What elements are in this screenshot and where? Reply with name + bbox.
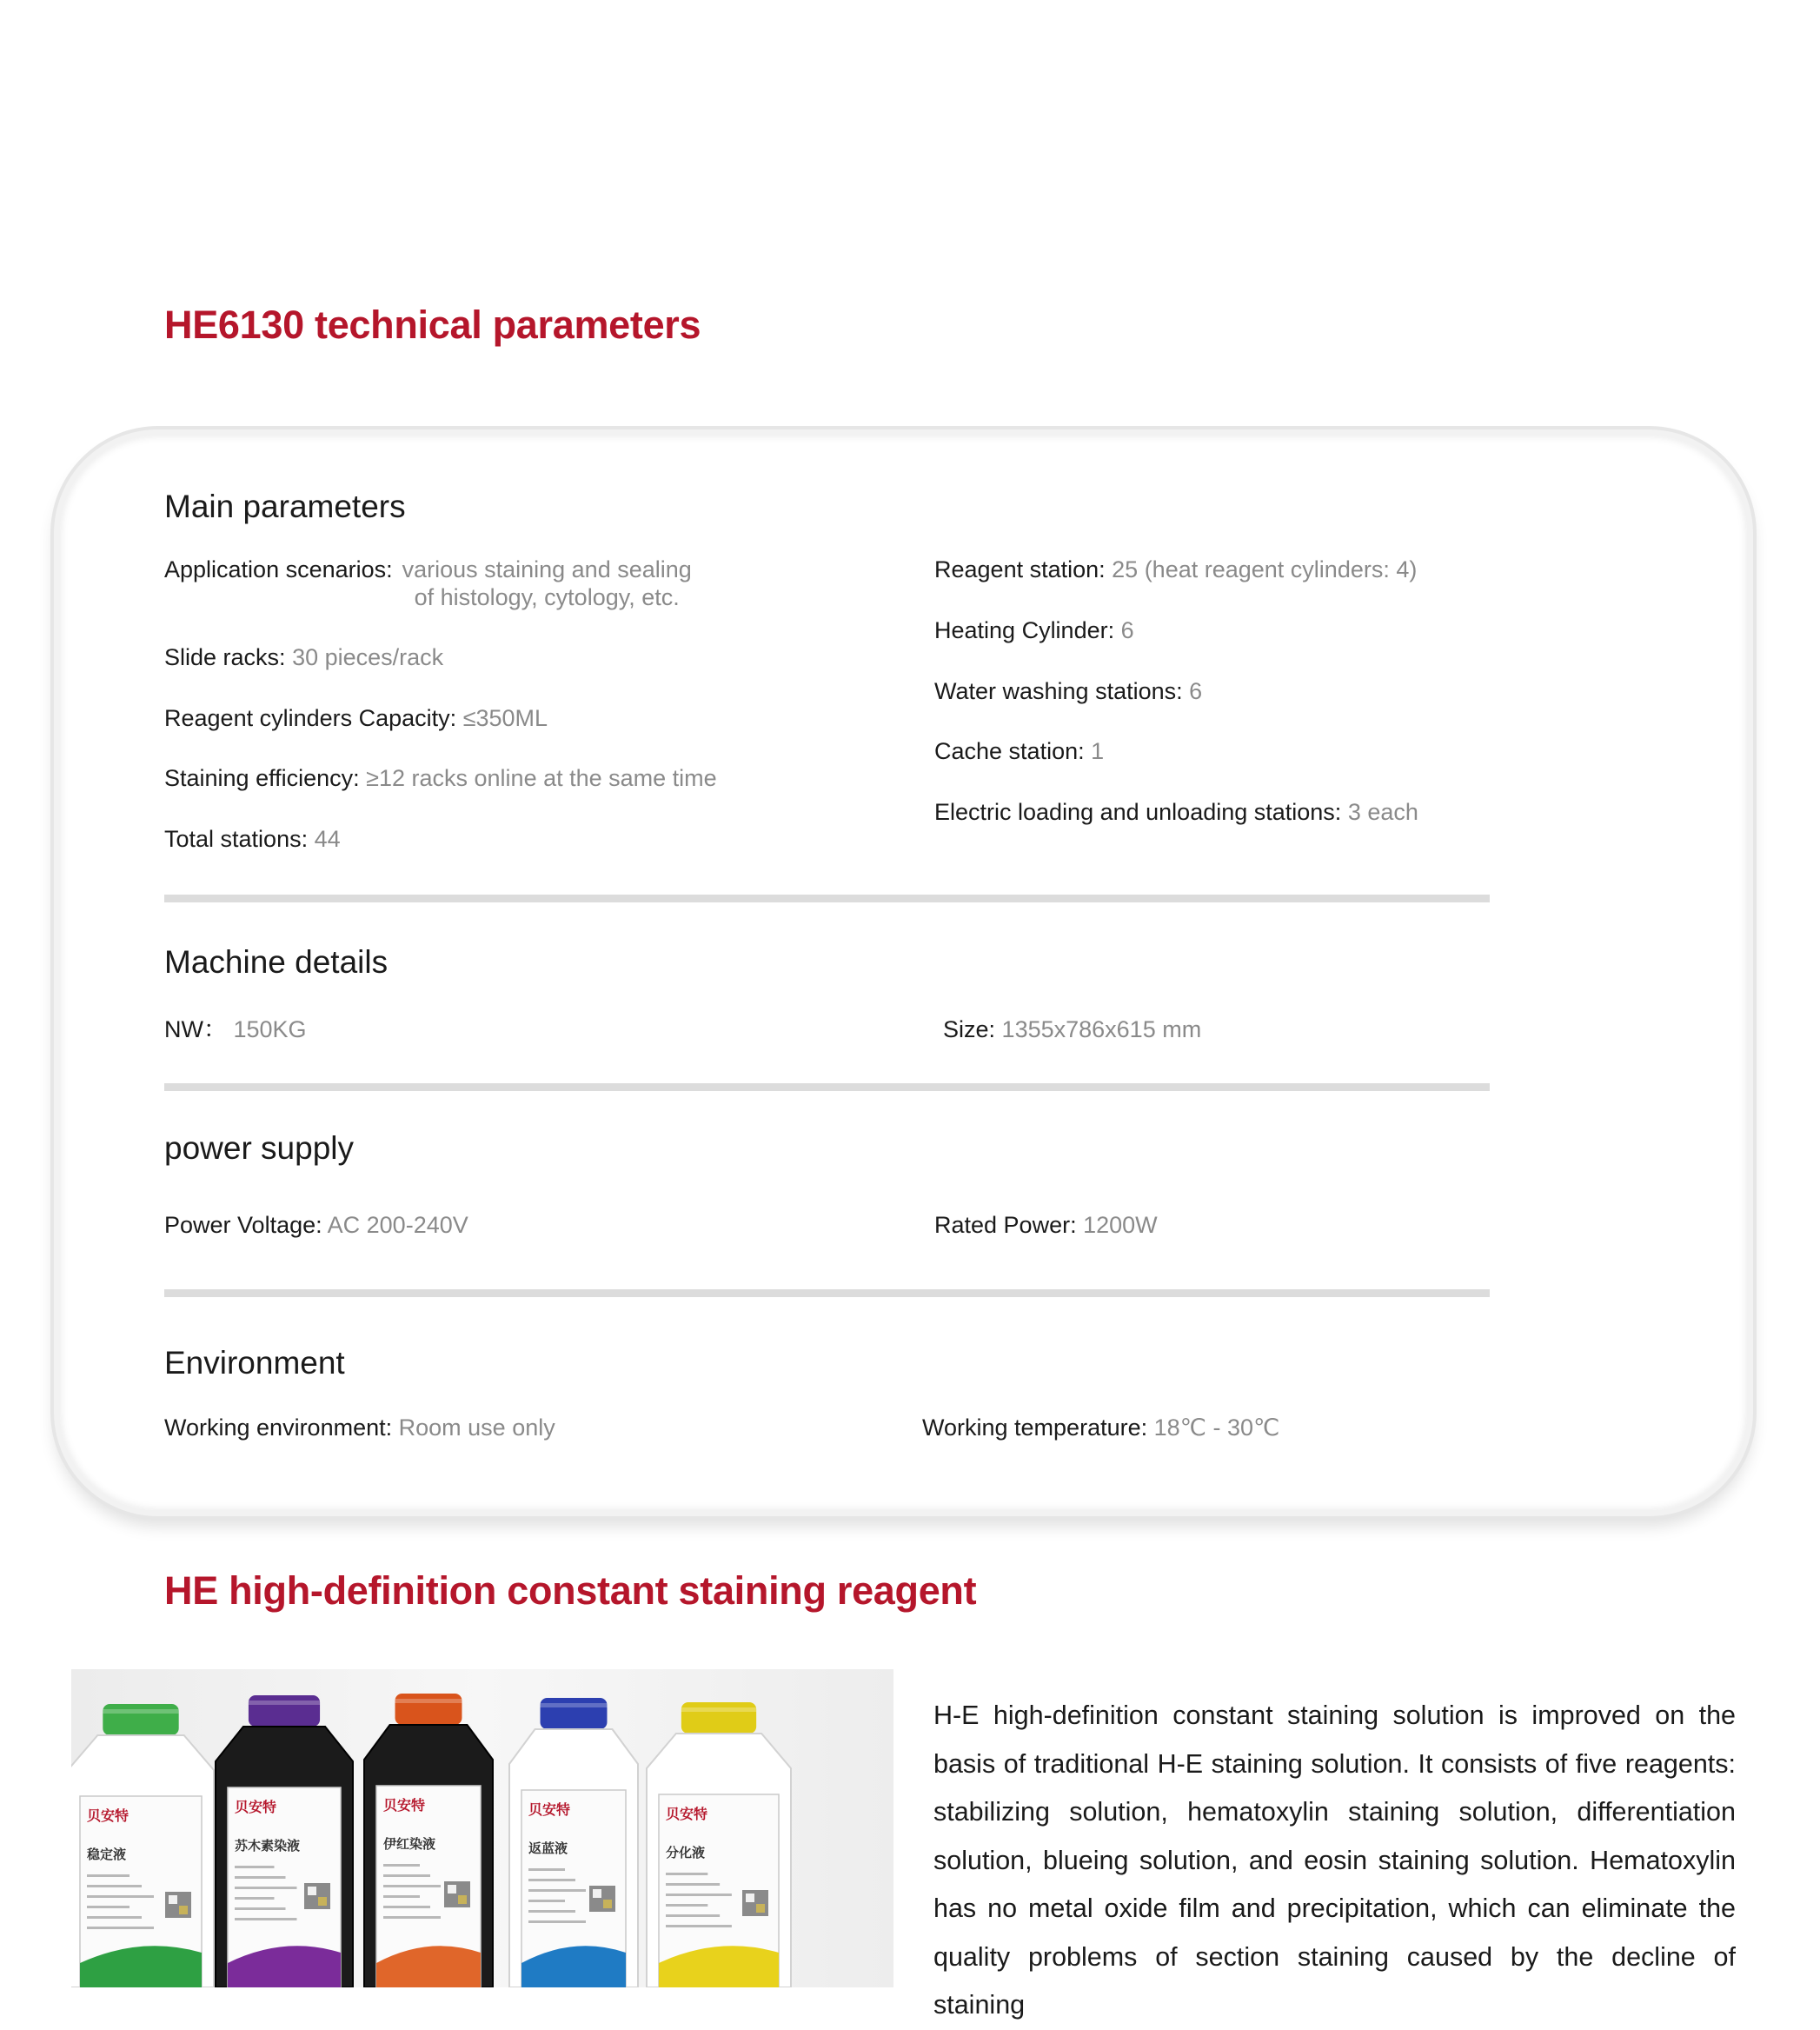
water-washing-stations-value: 6 — [1189, 678, 1203, 704]
bottle-fine-print — [666, 1894, 732, 1896]
bottle-fine-print — [383, 1895, 420, 1898]
reagent-station — [934, 556, 1417, 583]
bottle-fine-print — [383, 1874, 430, 1877]
power-voltage — [164, 1211, 468, 1239]
bottle-fine-print — [383, 1906, 430, 1908]
power-voltage-value: AC 200-240V — [327, 1212, 468, 1238]
working-environment — [164, 1414, 555, 1441]
reagent-station-value: 25 (heat reagent cylinders: 4) — [1112, 556, 1418, 582]
total-stations-value: 44 — [314, 826, 341, 852]
machine-size-value: 1355x786x615 mm — [1001, 1016, 1202, 1042]
reagent-bottle — [509, 1698, 638, 1987]
cache-station-label: Cache station: — [934, 738, 1085, 764]
bottle-qr-corner — [179, 1906, 188, 1914]
environment-title: Environment — [164, 1345, 345, 1381]
bottle-fine-print — [235, 1907, 286, 1910]
working-environment-value: Room use only — [398, 1414, 555, 1441]
bottle-qr-corner — [756, 1904, 765, 1913]
bottle-qr-corner — [458, 1895, 467, 1904]
slide-racks-label: Slide racks: — [164, 644, 286, 670]
bottle-fine-print — [383, 1885, 441, 1887]
divider-machine — [164, 1083, 1490, 1091]
application-scenarios — [164, 556, 694, 611]
bottle-fine-print — [87, 1874, 130, 1877]
application-scenarios-label: Application scenarios: — [164, 556, 393, 582]
reagent-bottle — [647, 1702, 791, 1987]
power-voltage-label: Power Voltage: — [164, 1212, 322, 1238]
bottle-qr-corner — [318, 1897, 327, 1906]
bottle-qr-corner — [169, 1895, 177, 1904]
bottle-fine-print — [235, 1887, 297, 1889]
application-scenarios-value-line1: various staining and sealing — [402, 556, 692, 582]
staining-efficiency-value: ≥12 racks online at the same time — [366, 765, 717, 791]
bottle-fine-print — [87, 1885, 142, 1887]
reagent-bottle — [364, 1694, 493, 1987]
reagent-description: H-E high-definition constant staining solution is improved on the basis of traditional H-E staining solution. It consists of five reagents: stabilizing solution, hematoxylin staining solution, differentiation solution, blueing solution, and eosin staining solution. Hematoxylin has no metal oxide film and precipitation, which can eliminate the quality problems of section staining caused by the decline of staining — [933, 1701, 1736, 2020]
bottle-cap — [541, 1698, 608, 1729]
machine-size-label: Size: — [943, 1016, 996, 1042]
bottle-fine-print — [87, 1906, 130, 1908]
divider-power — [164, 1289, 1490, 1297]
reagent-bottle — [71, 1704, 214, 1987]
total-stations-label: Total stations: — [164, 826, 309, 852]
bottle-fine-print — [528, 1920, 586, 1923]
bottle-brand: 贝安特 — [383, 1797, 426, 1814]
bottle-cap-highlight — [395, 1699, 462, 1703]
bottle-product-name: 稳定液 — [87, 1847, 127, 1862]
bottle-qr-corner — [308, 1887, 316, 1895]
bottle-fine-print — [235, 1918, 297, 1920]
bottle-fine-print — [666, 1883, 720, 1886]
electric-loading-stations-value: 3 each — [1347, 799, 1418, 825]
slide-racks-value: 30 pieces/rack — [292, 644, 444, 670]
bottle-fine-print — [666, 1925, 732, 1927]
heating-cylinder-label: Heating Cylinder: — [934, 617, 1115, 643]
reagent-station-label: Reagent station: — [934, 556, 1106, 582]
net-weight-label: NW： — [164, 1016, 227, 1042]
cache-station-value: 1 — [1091, 738, 1105, 764]
bottle-product-name: 苏木素染液 — [235, 1838, 301, 1854]
reagent-bottles-photo — [71, 1669, 893, 1987]
machine-size — [943, 1015, 1201, 1043]
bottle-brand: 贝安特 — [235, 1799, 277, 1815]
water-washing-stations-label: Water washing stations: — [934, 678, 1183, 704]
power-supply-title: power supply — [164, 1130, 355, 1166]
bottle-cap — [681, 1702, 756, 1734]
working-temperature — [922, 1414, 1279, 1441]
bottle-brand: 贝安特 — [666, 1806, 708, 1822]
net-weight-value: 150KG — [233, 1016, 307, 1042]
bottle-fine-print — [528, 1889, 586, 1892]
water-washing-stations — [934, 677, 1202, 705]
bottle-brand: 贝安特 — [528, 1801, 571, 1818]
bottle-cap-highlight — [681, 1707, 756, 1712]
spec-heading: HE6130 technical parameters — [164, 303, 701, 347]
bottle-product-name: 伊红染液 — [383, 1836, 436, 1852]
bottle-fine-print — [235, 1897, 275, 1900]
rated-power-value: 1200W — [1083, 1212, 1158, 1238]
working-temperature-value: 18℃ - 30℃ — [1153, 1414, 1280, 1441]
reagent-cylinders-capacity — [164, 704, 548, 732]
reagent-cylinders-capacity-label: Reagent cylinders Capacity: — [164, 705, 457, 731]
working-temperature-label: Working temperature: — [922, 1414, 1148, 1441]
rated-power-label: Rated Power: — [934, 1212, 1077, 1238]
bottle-fine-print — [528, 1910, 575, 1913]
heating-cylinder-value: 6 — [1120, 617, 1134, 643]
bottle-fine-print — [235, 1876, 286, 1879]
application-scenarios-value-line2: of histology, cytology, etc. — [414, 584, 680, 610]
bottle-fine-print — [528, 1868, 565, 1871]
main-parameters-title: Main parameters — [164, 489, 406, 524]
staining-efficiency-label: Staining efficiency: — [164, 765, 360, 791]
bottle-cap — [103, 1704, 178, 1735]
total-stations — [164, 825, 341, 853]
machine-details-title: Machine details — [164, 944, 389, 980]
bottle-cap-highlight — [541, 1703, 608, 1707]
bottle-cap-highlight — [249, 1701, 320, 1705]
bottle-fine-print — [383, 1864, 420, 1867]
bottle-cap — [395, 1694, 462, 1725]
bottle-fine-print — [87, 1916, 142, 1919]
bottle-cap-highlight — [103, 1709, 178, 1714]
reagent-cylinders-capacity-value: ≤350ML — [462, 705, 548, 731]
rated-power — [934, 1211, 1158, 1239]
divider-main — [164, 895, 1490, 902]
electric-loading-stations — [934, 798, 1418, 826]
bottle-qr-corner — [603, 1900, 612, 1908]
bottle-fine-print — [87, 1927, 154, 1929]
bottle-fine-print — [383, 1916, 441, 1919]
bottle-fine-print — [666, 1914, 720, 1917]
bottle-product-name: 返蓝液 — [528, 1840, 568, 1856]
reagent-heading: HE high-definition constant staining reagent — [164, 1568, 977, 1613]
bottle-cap — [249, 1695, 320, 1727]
heating-cylinder — [934, 616, 1134, 644]
staining-efficiency — [164, 764, 717, 792]
cache-station — [934, 737, 1104, 765]
bottle-qr-corner — [448, 1885, 456, 1894]
bottle-product-name: 分化液 — [666, 1845, 706, 1860]
bottle-fine-print — [87, 1895, 154, 1898]
working-environment-label: Working environment: — [164, 1414, 393, 1441]
bottle-fine-print — [666, 1873, 707, 1875]
reagent-bottle — [216, 1695, 353, 1987]
slide-racks — [164, 643, 443, 671]
electric-loading-stations-label: Electric loading and unloading stations: — [934, 799, 1342, 825]
bottle-fine-print — [666, 1904, 707, 1907]
net-weight — [164, 1015, 307, 1043]
bottle-fine-print — [528, 1900, 565, 1902]
bottle-fine-print — [235, 1866, 275, 1868]
bottle-fine-print — [528, 1879, 575, 1881]
bottle-brand: 贝安特 — [87, 1807, 130, 1824]
bottle-qr-corner — [746, 1894, 754, 1902]
bottle-qr-corner — [593, 1889, 601, 1898]
